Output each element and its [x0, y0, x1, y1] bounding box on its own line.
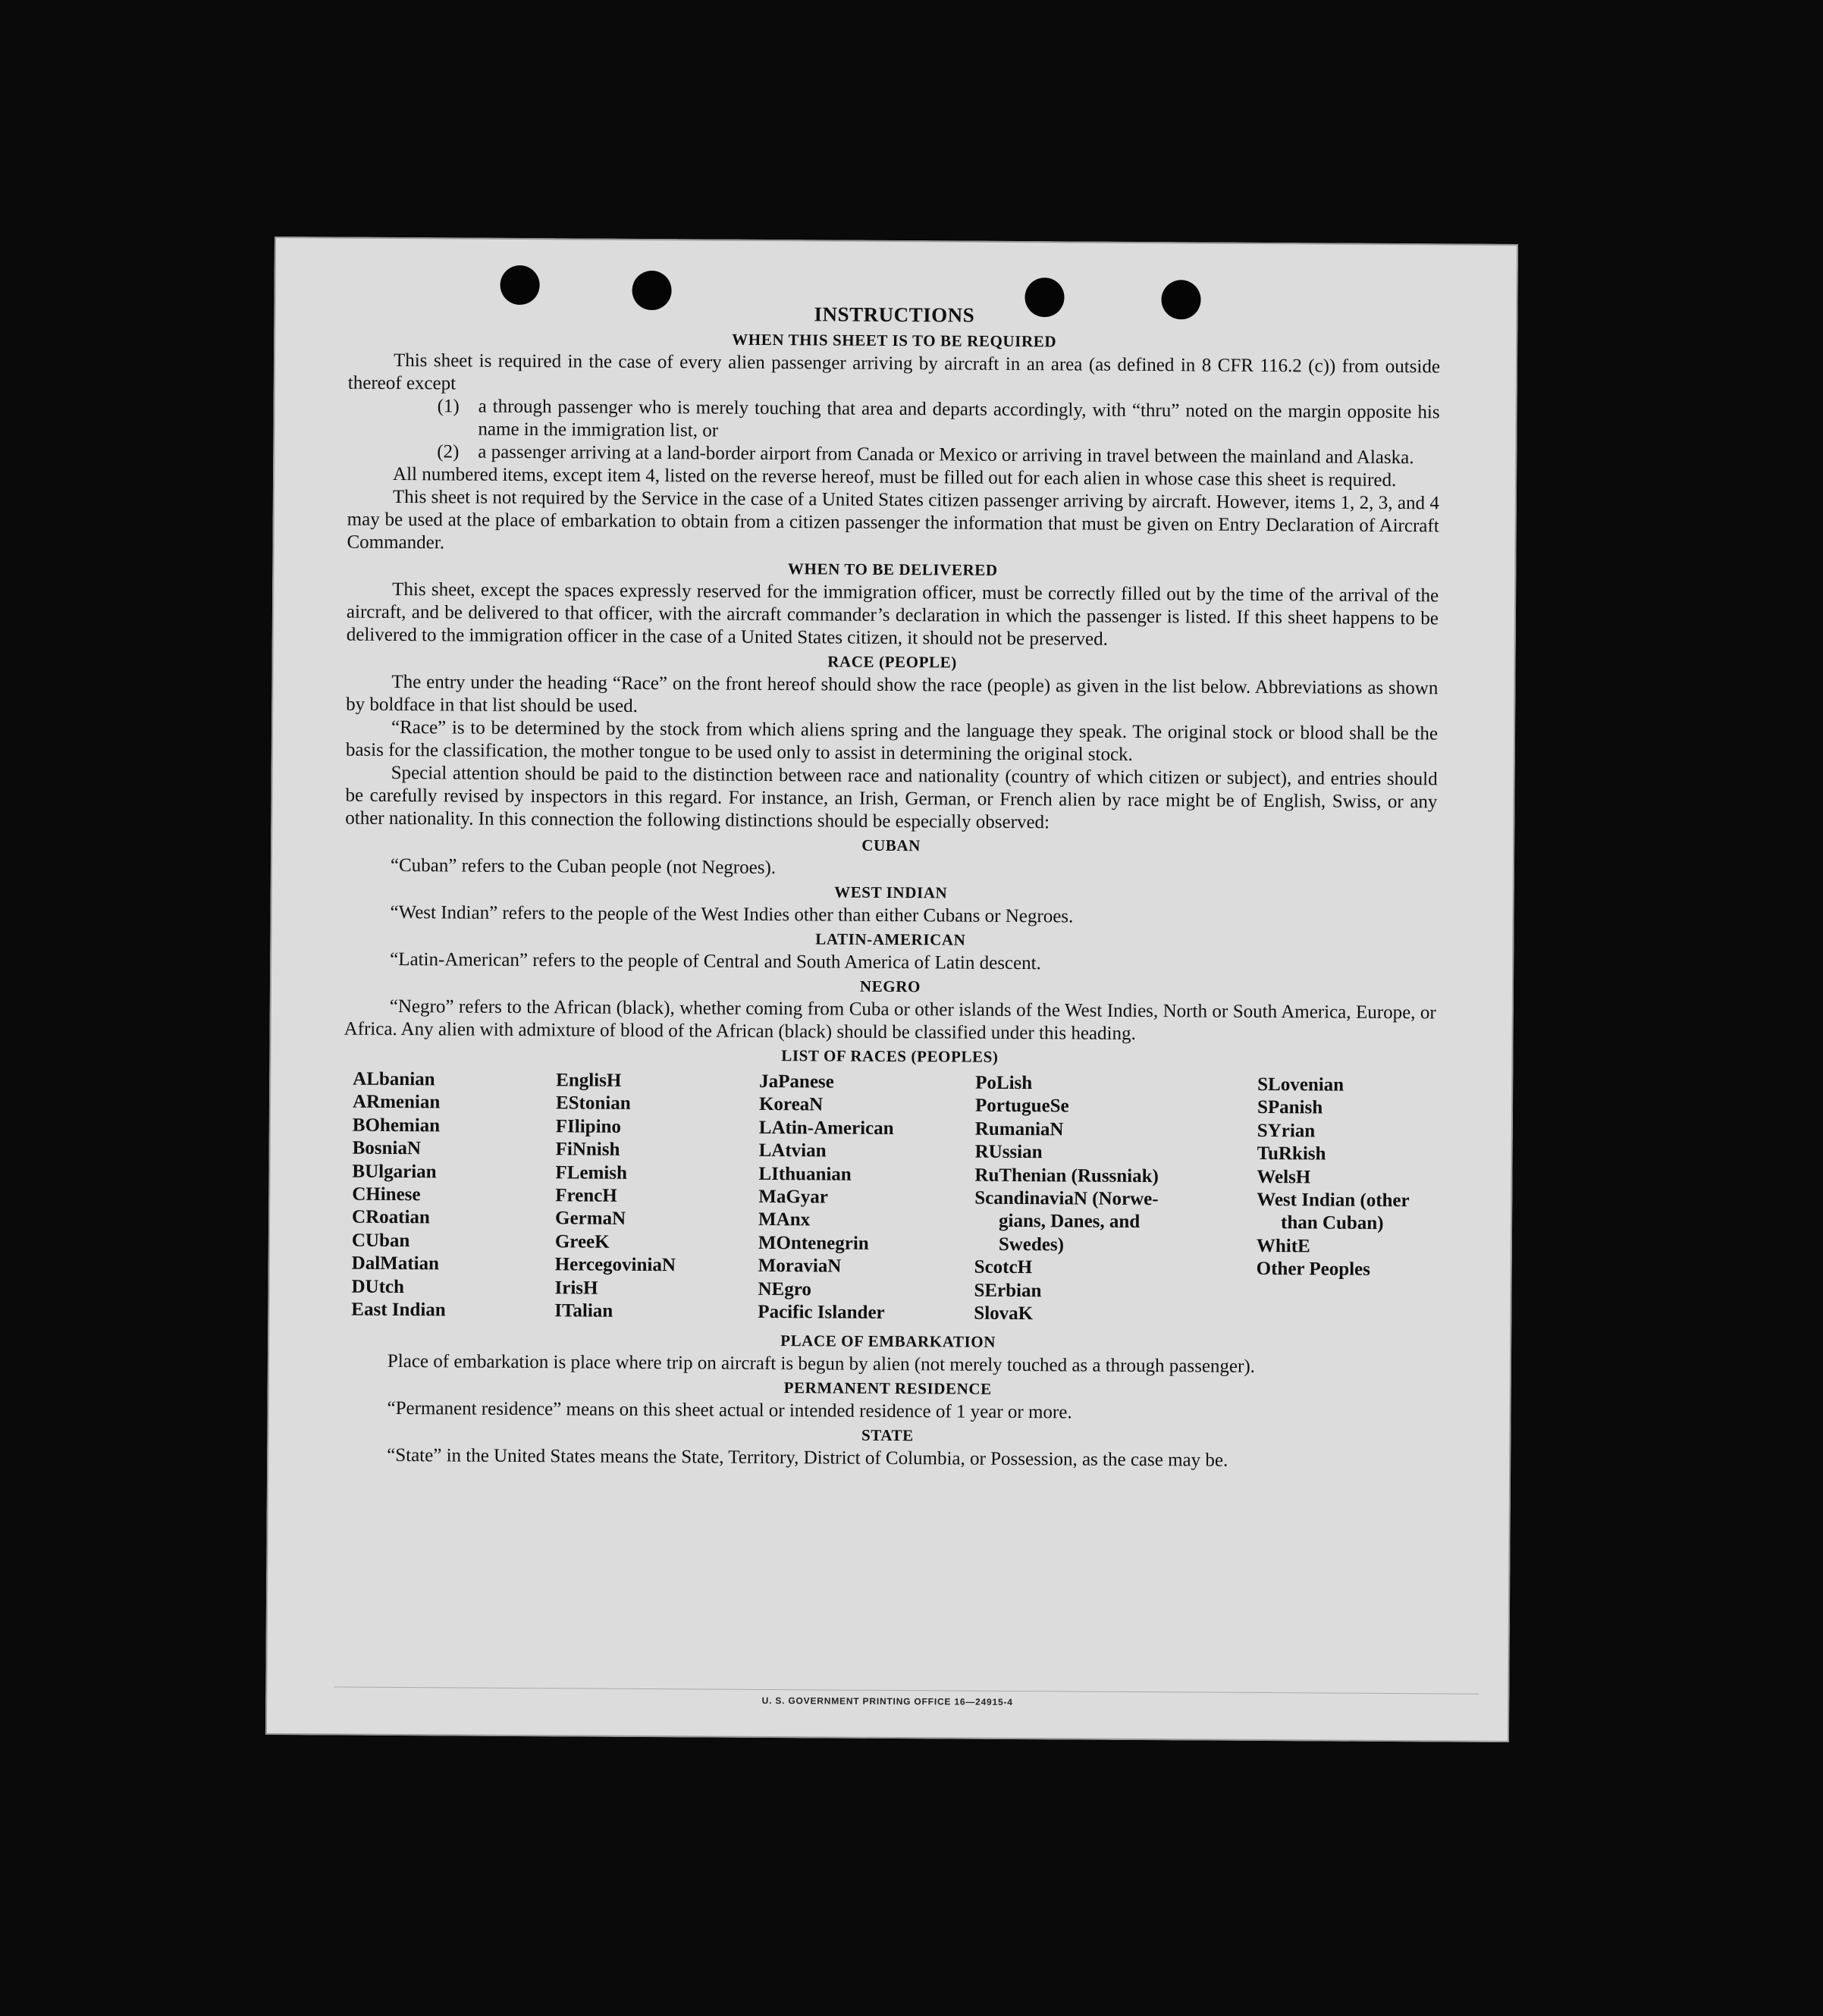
race-entry: EStonian	[555, 1093, 631, 1115]
race-entry: West Indian (other	[1257, 1189, 1410, 1212]
list-item	[347, 395, 1439, 447]
race-entry: HercegoviniaN	[554, 1254, 676, 1276]
race-entry: CRoatian	[352, 1207, 430, 1228]
race-entry: LAtin-American	[758, 1117, 894, 1139]
race-entry: DalMatian	[351, 1253, 440, 1275]
race-entry: WhitE	[1256, 1235, 1310, 1257]
race-entry: GreeK	[554, 1231, 610, 1253]
item-number: (2)	[437, 441, 460, 462]
race-entry: FLemish	[555, 1162, 628, 1184]
section-heading: NEGRO	[859, 977, 921, 996]
printing-office-footer: U. S. GOVERNMENT PRINTING OFFICE 16—24915-4	[761, 1695, 1013, 1707]
race-entry: NEgro	[758, 1278, 811, 1300]
punch-hole-1	[500, 265, 539, 305]
race-entry: SLovenian	[1257, 1074, 1345, 1096]
races-column-1	[351, 1068, 556, 1323]
race-entry: FIlipino	[555, 1116, 622, 1137]
races-column-4	[974, 1072, 1257, 1328]
race-entry: Pacific Islander	[758, 1301, 885, 1324]
section-heading: WEST INDIAN	[834, 883, 948, 902]
races-column-5	[1256, 1074, 1445, 1328]
race-entry: CHinese	[352, 1184, 421, 1206]
race-entry: RUssian	[974, 1141, 1043, 1163]
paragraph: “West Indian” refers to the people of the West Indies other than either Cubans or Negroes.	[390, 901, 1074, 927]
item-text: a through passenger who is merely touching that area and departs accordingly, with “thru” noted on the margin opposite his name in the immigration list, or	[478, 396, 1440, 441]
race-entry: KoreaN	[758, 1094, 824, 1115]
race-entry: FrencH	[555, 1185, 617, 1206]
race-entry: TuRkish	[1257, 1143, 1326, 1165]
paragraph: “Latin-American” refers to the people of Central and South America of Latin descent.	[390, 948, 1041, 974]
race-entry-continuation: gians, Danes, and	[999, 1211, 1141, 1233]
paragraph: “Negro” refers to the African (black), whether coming from Cuba or other islands of the West Indies, North or South America, Europe, or Africa. Any alien with admixture of blood of the African (black) should be classified under this heading.	[344, 995, 1436, 1044]
item-text: a passenger arriving at a land-border airport from Canada or Mexico or arriving in travel between the mainland and Alaska.	[478, 441, 1414, 469]
paragraph: This sheet is not required by the Service in the case of a United States citizen passenger arriving by aircraft. However, items 1, 2, 3, and 4 may be used at the place of embarkation to obtain from a citizen passenger the information that must be given on Entry Declaration of Aircraft Commander.	[347, 486, 1439, 553]
paragraph: “Race” is to be determined by the stock from which aliens spring and the language they speak. The original stock or blood shall be the basis for the classification, the mother tongue to be used only to assist in determining the original stock.	[345, 716, 1439, 765]
section-heading: PLACE OF EMBARKATION	[780, 1331, 996, 1352]
paragraph: This sheet is required in the case of every alien passenger arriving by aircraft in an area (as defined in 8 CFR 116.2 (c)) from outside thereof except	[347, 350, 1441, 394]
paragraph: This sheet, except the spaces expressly reserved for the immigration officer, must be correctly filled out by the time of the arrival of the aircraft, and be delivered to that officer, with the aircraft commander’s declaration in which the passenger is listed. If this sheet happens to be delivered to the immigration officer in the case of a United States citizen, it should not be preserved.	[346, 578, 1439, 650]
race-entry: DUtch	[351, 1276, 405, 1297]
section-heading: PERMANENT RESIDENCE	[783, 1378, 992, 1399]
race-entry: PoLish	[975, 1072, 1033, 1094]
race-entry: SPanish	[1257, 1097, 1323, 1118]
race-entry: ALbanian	[353, 1068, 435, 1090]
races-list	[351, 1068, 1435, 1328]
race-entry: MAnx	[758, 1209, 811, 1231]
race-entry: MaGyar	[758, 1186, 828, 1208]
section-heading: RACE (PEOPLE)	[827, 652, 957, 672]
race-entry: WelsH	[1257, 1166, 1311, 1187]
race-entry: LIthuanian	[758, 1163, 852, 1185]
paragraph: All numbered items, except item 4, listed on the reverse hereof, must be filled out for each alien in whose case this sheet is required.	[393, 463, 1397, 491]
race-entry: SlovaK	[974, 1303, 1034, 1325]
section-heading: WHEN TO BE DELIVERED	[787, 560, 998, 579]
paragraph: “Cuban” refers to the Cuban people (not Negroes).	[390, 854, 777, 879]
race-entry: Other Peoples	[1256, 1259, 1371, 1281]
race-entry: SYrian	[1257, 1120, 1316, 1142]
paragraph: The entry under the heading “Race” on the front hereof should show the race (people) as given in the list below. Abbreviations as shown by boldface in that list should be used.	[346, 671, 1439, 716]
race-entry: RumaniaN	[974, 1118, 1064, 1140]
race-entry: MoraviaN	[758, 1256, 842, 1277]
race-entry: MOntenegrin	[758, 1232, 869, 1254]
section-heading: LATIN-AMERICAN	[815, 930, 966, 949]
section-heading: WHEN THIS SHEET IS TO BE REQUIRED	[732, 330, 1057, 351]
paragraph: “State” in the United States means the State, Territory, District of Columbia, or Possession, as the case may be.	[387, 1445, 1228, 1472]
races-column-2	[554, 1069, 759, 1324]
race-entry: ScotcH	[974, 1256, 1033, 1278]
race-entry: GermaN	[555, 1208, 626, 1230]
page-title: INSTRUCTIONS	[814, 303, 975, 327]
race-entry: IrisH	[554, 1277, 598, 1299]
race-entry: SErbian	[974, 1280, 1042, 1301]
paragraph: Special attention should be paid to the distinction between race and nationality (country of which citizen or subject), and entries should be carefully revised by inspectors in this regard. For instance, an Irish, German, or French alien by race might be of English, Swiss, or any other nationality. In this connection the following distinctions should be especially observed:	[345, 762, 1438, 833]
race-entry: ITalian	[554, 1300, 613, 1322]
race-entry-continuation: than Cuban)	[1280, 1212, 1384, 1234]
race-entry: RuThenian (Russniak)	[974, 1165, 1159, 1187]
race-entry-continuation: Swedes)	[998, 1234, 1065, 1256]
race-entry: LAtvian	[758, 1140, 827, 1162]
paragraph: “Permanent residence” means on this sheet actual or intended residence of 1 year or more.	[387, 1398, 1072, 1423]
race-entry: BUlgarian	[352, 1161, 437, 1182]
section-heading: CUBAN	[861, 836, 921, 855]
race-entry: ScandinaviaN (Norwe-	[974, 1187, 1159, 1210]
race-entry: JaPanese	[759, 1071, 834, 1093]
section-heading: STATE	[861, 1426, 914, 1445]
race-entry: ARmenian	[352, 1092, 441, 1113]
paragraph: Place of embarkation is place where trip on aircraft is begun by alien (not merely touched as a through passenger).	[387, 1351, 1256, 1378]
race-entry: BOhemian	[352, 1115, 441, 1137]
instructions-content	[341, 299, 1440, 1474]
document-sheet	[265, 237, 1518, 1742]
race-entry: FiNnish	[555, 1139, 620, 1161]
race-entry: BosniaN	[352, 1137, 422, 1159]
race-entry: EnglisH	[556, 1070, 622, 1091]
race-entry: PortugueSe	[974, 1096, 1069, 1117]
race-entry: CUban	[351, 1230, 410, 1251]
races-column-3	[758, 1071, 975, 1325]
item-number: (1)	[437, 396, 460, 417]
race-entry: East Indian	[351, 1299, 446, 1321]
section-heading: LIST OF RACES (PEOPLES)	[781, 1046, 999, 1066]
